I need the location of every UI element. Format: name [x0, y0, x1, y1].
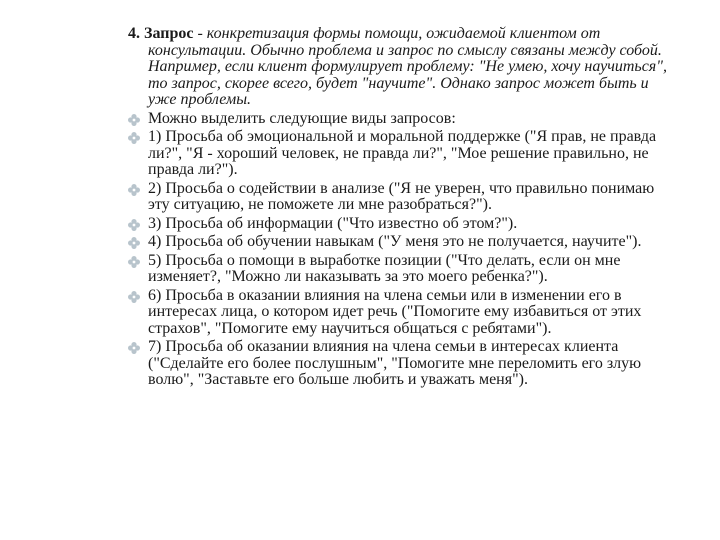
list-item	[128, 253, 668, 286]
slide-content	[128, 26, 668, 391]
list-item	[128, 234, 668, 251]
definition-paragraph	[128, 26, 668, 109]
flower-bullet-icon	[128, 132, 140, 144]
term-title: Запрос	[144, 25, 194, 42]
flower-bullet-icon	[128, 237, 140, 249]
list-item-text: 5) Просьба о помощи в выработке позиции ("Что делать, если он мне изменяет?, "Можно ли наказывать за это моего ребенка?").	[148, 251, 621, 285]
term-definition: конкретизация формы помощи, ожидаемой клиентом от консультации. Обычно проблема и запрос по смыслу связаны между собой. Например, если клиент формулирует проблему: "Не умею, хочу научиться", то запрос, скорее всего, будет "научите". Однако запрос может быть и уже проблемы.	[148, 25, 667, 108]
list-item	[128, 111, 668, 128]
term-dash: -	[193, 25, 207, 42]
flower-bullet-icon	[128, 291, 140, 303]
request-types-list	[128, 111, 668, 389]
list-item	[128, 129, 668, 179]
list-item	[128, 216, 668, 233]
list-item	[128, 181, 668, 214]
flower-bullet-icon	[128, 114, 140, 126]
flower-bullet-icon	[128, 184, 140, 196]
flower-bullet-icon	[128, 219, 140, 231]
list-item-text: 7) Просьба об оказании влияния на члена семьи в интересах клиента ("Сделайте его более послушным", "Помогите мне переломить его злую волю", "Заставьте его больше любить и уважать меня").	[148, 338, 642, 388]
list-item-text: 3) Просьба об информации ("Что известно об этом?").	[148, 214, 518, 232]
list-item-text: Можно выделить следующие виды запросов:	[148, 109, 456, 127]
list-item	[128, 339, 668, 389]
list-item-text: 1) Просьба об эмоциональной и моральной поддержке ("Я прав, не правда ли?", "Я - хороший человек, не правда ли?", "Мое решение правильно, не правда ли?").	[148, 128, 657, 178]
section-number: 4.	[128, 25, 140, 42]
flower-bullet-icon	[128, 256, 140, 268]
flower-bullet-icon	[128, 342, 140, 354]
list-item-text: 6) Просьба в оказании влияния на члена семьи или в изменении его в интересах лица, о котором идет речь ("Помогите ему избавиться от этих страхов", "Помогите ему научиться общаться с ребятами").	[148, 286, 642, 337]
list-item	[128, 288, 668, 338]
list-item-text: 4) Просьба об обучении навыкам ("У меня это не получается, научите").	[148, 233, 642, 250]
list-item-text: 2) Просьба о содействии в анализе ("Я не уверен, что правильно понимаю эту ситуацию, не поможете ли мне разобраться?").	[148, 179, 655, 213]
